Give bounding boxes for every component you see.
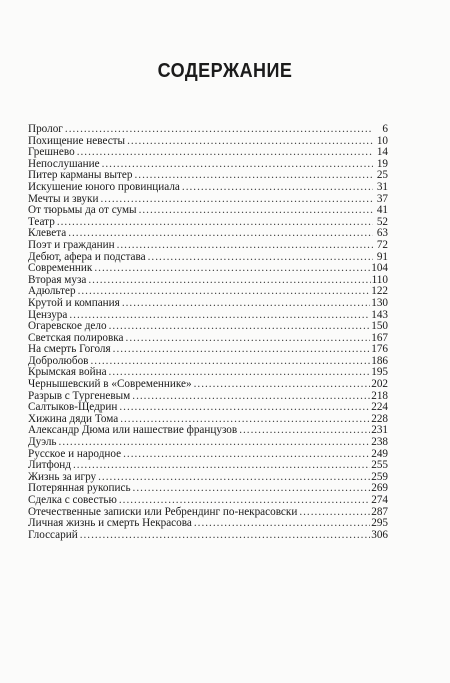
- toc-entry: [28, 136, 388, 148]
- toc-entry: [28, 275, 388, 287]
- toc-entry-title: Разрыв с Тургеневым: [28, 389, 131, 402]
- toc-leader-dots: [119, 402, 370, 414]
- toc-entry-title: Салтыков-Щедрин: [28, 401, 118, 414]
- toc-entry-page: 143: [371, 308, 388, 321]
- toc-entry-page: 130: [371, 296, 388, 309]
- toc-entry: [28, 518, 388, 530]
- toc-entry-title: Адюльтер: [28, 285, 76, 298]
- toc-entry-title: Пролог: [28, 123, 63, 135]
- toc-entry-title: На смерть Гоголя: [28, 343, 111, 356]
- toc-entry-title: Огаревское дело: [28, 320, 107, 333]
- toc-entry-title: Мечты и звуки: [28, 192, 99, 205]
- toc-entry-page: 274: [371, 494, 388, 506]
- toc-entry: [28, 530, 388, 542]
- toc-entry-title: Личная жизнь и смерть Некрасова: [28, 517, 192, 530]
- toc-leader-dots: [80, 530, 371, 542]
- toc-entry-page: 255: [371, 459, 388, 472]
- toc-entry: [28, 263, 388, 275]
- toc-leader-dots: [65, 124, 373, 136]
- toc-leader-dots: [299, 507, 370, 519]
- toc-leader-dots: [98, 472, 370, 484]
- toc-entry-page: 224: [371, 401, 388, 414]
- toc-entry-page: 249: [371, 447, 388, 460]
- toc-leader-dots: [117, 240, 373, 252]
- toc-leader-dots: [119, 495, 370, 507]
- toc-entry-title: Глоссарий: [28, 528, 78, 541]
- toc-entry-page: 110: [371, 273, 388, 286]
- toc-entry-page: 104: [371, 262, 388, 275]
- table-of-contents: [28, 124, 388, 541]
- toc-leader-dots: [132, 391, 370, 403]
- toc-leader-dots: [100, 194, 373, 206]
- toc-entry-title: Похищение невесты: [28, 134, 126, 147]
- toc-leader-dots: [78, 286, 371, 298]
- toc-entry-page: 91: [376, 250, 388, 263]
- toc-entry-page: 195: [371, 366, 388, 379]
- toc-entry-page: 287: [371, 505, 388, 518]
- toc-entry: [28, 240, 388, 252]
- page-title: СОДЕРЖАНИЕ: [157, 60, 293, 82]
- toc-leader-dots: [194, 518, 370, 530]
- toc-entry-title: Крымская война: [28, 366, 107, 379]
- toc-leader-dots: [69, 310, 370, 322]
- toc-entry-page: 218: [371, 389, 388, 402]
- toc-entry-page: 10: [376, 134, 388, 147]
- toc-entry-title: Вторая муза: [28, 273, 87, 286]
- toc-entry-page: 25: [376, 169, 388, 182]
- toc-entry: [28, 425, 388, 437]
- toc-entry-title: Жизнь за игру: [28, 470, 97, 483]
- toc-entry-title: Чернышевский в «Современнике»: [28, 378, 192, 391]
- toc-entry-page: 72: [376, 238, 388, 251]
- toc-leader-dots: [139, 205, 373, 217]
- toc-entry-page: 122: [371, 285, 388, 298]
- toc-entry-page: 176: [371, 343, 388, 356]
- toc-entry-page: 167: [371, 331, 388, 344]
- toc-entry: [28, 124, 388, 136]
- toc-leader-dots: [88, 275, 370, 287]
- toc-leader-dots: [126, 333, 371, 345]
- toc-entry-page: 231: [371, 424, 388, 437]
- toc-entry-title: Искушение юного провинциала: [28, 180, 180, 193]
- toc-entry: [28, 205, 388, 217]
- toc-leader-dots: [77, 147, 373, 159]
- toc-entry-page: 150: [371, 320, 388, 333]
- toc-entry-title: Грешнево: [28, 146, 75, 159]
- toc-entry-page: 238: [371, 436, 388, 449]
- toc-leader-dots: [59, 437, 371, 449]
- toc-entry-title: Дуэль: [28, 436, 57, 449]
- toc-entry-title: Русское и народное: [28, 447, 122, 460]
- toc-entry-page: 31: [376, 180, 388, 193]
- toc-leader-dots: [123, 449, 370, 461]
- toc-leader-dots: [102, 159, 373, 171]
- toc-leader-dots: [94, 263, 370, 275]
- toc-leader-dots: [182, 182, 373, 194]
- toc-leader-dots: [90, 356, 370, 368]
- toc-entry: [28, 437, 388, 449]
- toc-entry-title: Питер карманы вытер: [28, 169, 133, 182]
- toc-entry-page: 269: [371, 482, 388, 495]
- toc-entry-title: Светская полировка: [28, 331, 124, 344]
- toc-entry-page: 14: [376, 146, 388, 159]
- toc-entry-title: Театр: [28, 215, 55, 228]
- toc-entry-title: Литфонд: [28, 459, 71, 472]
- toc-entry-page: 19: [376, 157, 388, 170]
- toc-entry: [28, 217, 388, 229]
- toc-entry: [28, 379, 388, 391]
- toc-leader-dots: [133, 483, 371, 495]
- toc-leader-dots: [122, 298, 370, 310]
- toc-entry-title: Александр Дюма или нашествие французов: [28, 424, 238, 437]
- toc-entry: [28, 321, 388, 333]
- toc-leader-dots: [73, 460, 370, 472]
- toc-entry-title: Отечественные записки или Ребрендинг по-некрасовски: [28, 505, 298, 518]
- toc-entry: [28, 449, 388, 461]
- toc-leader-dots: [194, 379, 371, 391]
- toc-entry-page: 63: [376, 227, 388, 240]
- toc-entry-page: 259: [371, 470, 388, 483]
- toc-entry-title: Хижина дяди Тома: [28, 412, 119, 425]
- toc-entry-page: 41: [376, 204, 388, 217]
- toc-entry: [28, 298, 388, 310]
- toc-entry-page: 186: [371, 354, 388, 367]
- toc-entry-title: Непослушание: [28, 157, 100, 170]
- toc-leader-dots: [109, 321, 371, 333]
- toc-entry: [28, 182, 388, 194]
- toc-leader-dots: [239, 425, 370, 437]
- toc-leader-dots: [127, 136, 373, 148]
- toc-entry-title: Дебют, афера и подстава: [28, 250, 146, 263]
- toc-entry-title: Поэт и гражданин: [28, 238, 115, 251]
- toc-entry-title: Цензура: [28, 308, 68, 321]
- toc-entry-title: Клевета: [28, 227, 67, 240]
- toc-entry-title: Добролюбов: [28, 354, 89, 367]
- toc-entry-page: 202: [371, 378, 388, 391]
- toc-leader-dots: [57, 217, 373, 229]
- toc-entry-page: 295: [371, 517, 388, 530]
- toc-entry-title: Крутой и компания: [28, 296, 120, 309]
- toc-entry-title: Современник: [28, 262, 93, 275]
- toc-entry: [28, 495, 388, 507]
- toc-entry-title: Сделка с совестью: [28, 494, 117, 506]
- toc-entry-page: 6: [382, 123, 388, 135]
- toc-entry-page: 228: [371, 412, 388, 425]
- toc-entry-page: 306: [371, 528, 388, 541]
- toc-entry-page: 37: [376, 192, 388, 205]
- toc-entry-page: 52: [376, 215, 388, 228]
- toc-leader-dots: [148, 252, 373, 264]
- toc-leader-dots: [113, 344, 371, 356]
- toc-entry-title: От тюрьмы да от сумы: [28, 204, 137, 217]
- toc-entry-title: Потерянная рукопись: [28, 482, 131, 495]
